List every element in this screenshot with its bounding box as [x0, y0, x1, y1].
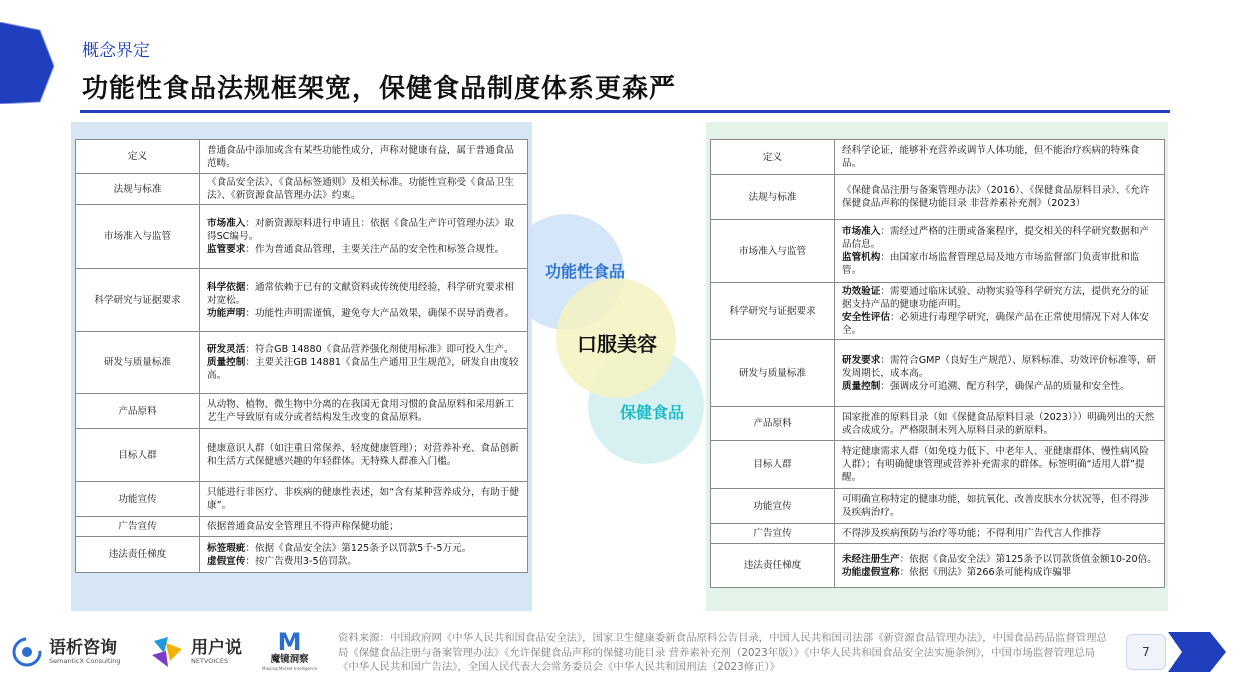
value-lead: 研发要求 [842, 354, 881, 366]
moojing-logo-name: 魔镜洞察 [270, 654, 309, 665]
venn-label-health-food: 保健食品 [620, 403, 685, 422]
value-lead: 科学依据 [207, 281, 246, 293]
row-label: 产品原料 [711, 407, 835, 441]
table-row [76, 332, 528, 394]
table-row [711, 283, 1165, 340]
table-row [76, 517, 528, 537]
value-lead: 功效验证 [842, 286, 881, 297]
value-paragraph [207, 307, 521, 320]
value-lead: 市场准入 [842, 226, 881, 237]
row-label: 广告宣传 [711, 524, 835, 544]
table-row [76, 174, 528, 205]
value-paragraph [842, 144, 1158, 170]
value-text: ：功能性声明需谨慎，避免夸大产品效果，确保不误导消费者。 [245, 307, 514, 319]
value-paragraph [842, 354, 1158, 380]
row-value [835, 175, 1165, 220]
row-value [835, 340, 1165, 407]
value-paragraph [207, 555, 521, 568]
value-paragraph [207, 356, 521, 382]
value-lead: 质量控制 [842, 380, 881, 392]
row-label: 定义 [711, 140, 835, 175]
value-lead: 功能虚假宣称 [842, 566, 900, 578]
row-label: 违法责任梯度 [76, 537, 200, 573]
value-paragraph [842, 553, 1158, 566]
row-value [200, 205, 528, 269]
value-text: ：按广告费用3-5倍罚款。 [245, 555, 357, 567]
row-label: 研发与质量标准 [711, 340, 835, 407]
table-row [711, 140, 1165, 175]
value-paragraph [842, 527, 1158, 540]
value-text: 特定健康需求人群（如免疫力低下、中老年人、亚健康群体、慢性病风险人群）；有明确健康管理或营养补充需求的群体。标签明确“适用人群”提醒。 [842, 446, 1149, 483]
value-lead: 监管要求 [207, 244, 246, 255]
table-row [76, 394, 528, 429]
table-row [711, 489, 1165, 524]
value-lead: 安全性评估 [842, 312, 890, 323]
row-value [200, 394, 528, 429]
table-row [76, 269, 528, 332]
row-value [835, 407, 1165, 441]
value-lead: 标签瑕疵 [207, 542, 246, 554]
health-food-table [710, 139, 1165, 588]
value-text: ：由国家市场监督管理总局及地方市场监督部门负责审批和监管。 [842, 252, 1140, 276]
row-label: 市场准入与监管 [711, 220, 835, 283]
table-row [711, 544, 1165, 588]
value-paragraph [207, 398, 521, 424]
table-row [76, 205, 528, 269]
value-text: 《保健食品注册与备案管理办法》（2016）、《保健食品原料目录》、《允许保健食品声称的保健功能目录 非营养素补充剂》（2023） [842, 185, 1150, 209]
page-title: 功能性食品法规框架宽，保健食品制度体系更森严 [82, 74, 677, 104]
row-value [200, 140, 528, 174]
table-row [711, 407, 1165, 441]
row-value [835, 489, 1165, 524]
moojing-logo [262, 630, 317, 674]
table-row [76, 429, 528, 482]
semanticx-logo-icon [10, 635, 44, 669]
section-label: 概念界定 [82, 41, 150, 61]
moojing-logo-mark: M [277, 628, 302, 656]
value-paragraph [842, 184, 1158, 210]
value-text: 依据普通食品安全管理且不得声称保健功能； [207, 521, 399, 532]
value-text: 《食品安全法》、《食品标签通则》及相关标准。功能性宣称受《食品卫生法》、《新资源食品管理办法》约束。 [207, 177, 514, 201]
netvoices-logo-name: 用户说 [191, 637, 242, 658]
row-label: 产品原料 [76, 394, 200, 429]
semanticx-logo-tagline: SemanticX Consulting [49, 656, 121, 665]
row-value [835, 524, 1165, 544]
table-row [76, 482, 528, 517]
value-paragraph [842, 380, 1158, 393]
value-lead: 研发灵活 [207, 344, 246, 355]
value-text: 国家批准的原料目录（如《保健食品原料目录（2023）》）明确列出的天然或合成成分。严格限制未列入原料目录的新原料。 [842, 411, 1155, 436]
title-divider [80, 110, 1170, 113]
value-paragraph [207, 542, 521, 555]
value-lead: 监管机构 [842, 252, 881, 263]
value-text: 只能进行非医疗、非疾病的健康性表述，如“含有某种营养成分，有助于健康”。 [207, 487, 519, 511]
value-paragraph [207, 243, 521, 256]
value-paragraph [842, 251, 1158, 277]
table-row [711, 340, 1165, 407]
row-label: 研发与质量标准 [76, 332, 200, 394]
venn-label-oral-beauty: 口服美容 [577, 332, 657, 356]
row-label: 法规与标准 [711, 175, 835, 220]
row-value [835, 441, 1165, 489]
row-label: 科学研究与证据要求 [711, 283, 835, 340]
table-row [711, 524, 1165, 544]
page-number: 7 [1126, 634, 1166, 670]
value-text: 普通食品中添加或含有某些功能性成分，声称对健康有益，属于普通食品范畴。 [207, 144, 514, 169]
row-label: 违法责任梯度 [711, 544, 835, 588]
row-label: 目标人群 [711, 441, 835, 489]
row-label: 法规与标准 [76, 174, 200, 205]
value-paragraph [207, 343, 521, 356]
value-text: ：主要关注GB 14881《食品生产通用卫生规范》，研发自由度较高。 [207, 357, 519, 381]
corner-decoration [0, 22, 56, 104]
row-label: 科学研究与证据要求 [76, 269, 200, 332]
value-text: ：需经过严格的注册或备案程序，提交相关的科学研究数据和产品信息。 [842, 226, 1149, 250]
value-lead: 市场准入 [207, 218, 246, 229]
value-text: 经科学论证，能够补充营养或调节人体功能，但不能治疗疾病的特殊食品。 [842, 145, 1140, 169]
value-text: ：需要通过临床试验、动物实验等科学研究方法，提供充分的证据支持产品的健康功能声明。 [842, 286, 1149, 310]
value-text: ：符合GB 14880《食品营养强化剂使用标准》即可投入生产。 [245, 344, 514, 355]
value-lead: 功能声明 [207, 307, 246, 319]
value-lead: 质量控制 [207, 357, 246, 368]
row-value [200, 332, 528, 394]
table-row [711, 441, 1165, 489]
value-text: ：通常依赖于已有的文献资料或传统使用经验，科学研究要求相对宽松。 [207, 281, 514, 306]
table-row [76, 537, 528, 573]
row-label: 目标人群 [76, 429, 200, 482]
row-value [200, 174, 528, 205]
value-paragraph [842, 311, 1158, 337]
value-paragraph [842, 445, 1158, 484]
semanticx-logo-name: 语析咨询 [49, 637, 117, 658]
table-row [711, 175, 1165, 220]
value-lead: 未经注册生产 [842, 553, 900, 565]
value-paragraph [207, 486, 521, 512]
venn-label-functional-food: 功能性食品 [545, 262, 626, 281]
table-row [76, 140, 528, 174]
row-value [200, 482, 528, 517]
value-text: ：依据《食品安全法》第125条予以罚款货值金额10-20倍。 [899, 553, 1157, 565]
row-label: 功能宣传 [76, 482, 200, 517]
netvoices-logo-icon [148, 633, 186, 671]
value-paragraph [842, 566, 1158, 579]
row-value [835, 544, 1165, 588]
value-paragraph [207, 176, 521, 202]
moojing-logo-tagline: Moojing Market Intelligence [262, 666, 318, 671]
row-label: 广告宣传 [76, 517, 200, 537]
value-text: 不得涉及疾病预防与治疗等功能；不得利用广告代言人作推荐 [842, 528, 1102, 539]
value-text: ：必须进行毒理学研究，确保产品在正常使用情况下对人体安全。 [842, 312, 1149, 336]
value-paragraph [842, 411, 1158, 437]
value-text: ：作为普通食品管理，主要关注产品的安全性和标签合规性。 [245, 244, 505, 255]
value-paragraph [842, 493, 1158, 519]
value-paragraph [207, 520, 521, 533]
value-paragraph [842, 285, 1158, 311]
value-text: ：需符合GMP（良好生产规范）、原料标准、功效评价标准等，研发周期长，成本高。 [842, 354, 1157, 379]
value-text: 可明确宣称特定的健康功能，如抗氧化、改善皮肤水分状况等，但不得涉及疾病治疗。 [842, 494, 1149, 518]
value-paragraph [207, 144, 521, 170]
row-value [200, 429, 528, 482]
netvoices-logo-tagline: NETVOICES [191, 656, 229, 665]
value-text: ：依据《食品安全法》第125条予以罚款5千-5万元。 [245, 542, 472, 554]
value-paragraph [207, 217, 521, 243]
netvoices-logo [148, 630, 242, 674]
value-text: ：强调成分可追溯、配方科学，确保产品的质量和安全性。 [880, 380, 1130, 392]
value-paragraph [207, 281, 521, 307]
value-text: ：对新资源原料进行申请且：依据《食品生产许可管理办法》取得SC编号。 [207, 218, 514, 242]
table-row [711, 220, 1165, 283]
value-text: 从动物、植物、微生物中分离的在我国无食用习惯的食品原料和采用新工艺生产导致原有成分或者结构发生改变的食品原料。 [207, 399, 514, 423]
source-note: 资料来源：中国政府网《中华人民共和国食品安全法》，国家卫生健康委新食品原料公告目录，中国人民共和国司法部《新资源食品管理办法》，中国食品药品监督管理总局《保健食品注册与备案管理办法》《允许保健食品声称的保健功能目录 营养素补充剂（2023年版）》《中华人民共和国食品安全法实施条例》，中国市场监督管理总局《中华人民共和国广告法》，全国人民代表大会常务委员会《中华人民共和国刑法（2023修正）》 [338, 632, 1107, 673]
value-text: ：依据《刑法》第266条可能构成诈骗罪 [899, 566, 1072, 578]
row-value [835, 283, 1165, 340]
row-value [200, 269, 528, 332]
row-value [200, 517, 528, 537]
value-lead: 虚假宣传 [207, 555, 246, 567]
functional-food-table [75, 139, 528, 573]
value-paragraph [207, 442, 521, 468]
row-label: 功能宣传 [711, 489, 835, 524]
row-value [835, 220, 1165, 283]
semanticx-logo [10, 630, 121, 674]
row-label: 市场准入与监管 [76, 205, 200, 269]
next-arrow-icon[interactable] [1166, 630, 1228, 674]
value-paragraph [842, 225, 1158, 251]
value-text: 健康意识人群（如注重日常保养、轻度健康管理）；对营养补充、食品创新和生活方式保健感兴趣的年轻群体。无特殊人群准入门槛。 [207, 443, 519, 467]
row-value [835, 140, 1165, 175]
row-value [200, 537, 528, 573]
row-label: 定义 [76, 140, 200, 174]
